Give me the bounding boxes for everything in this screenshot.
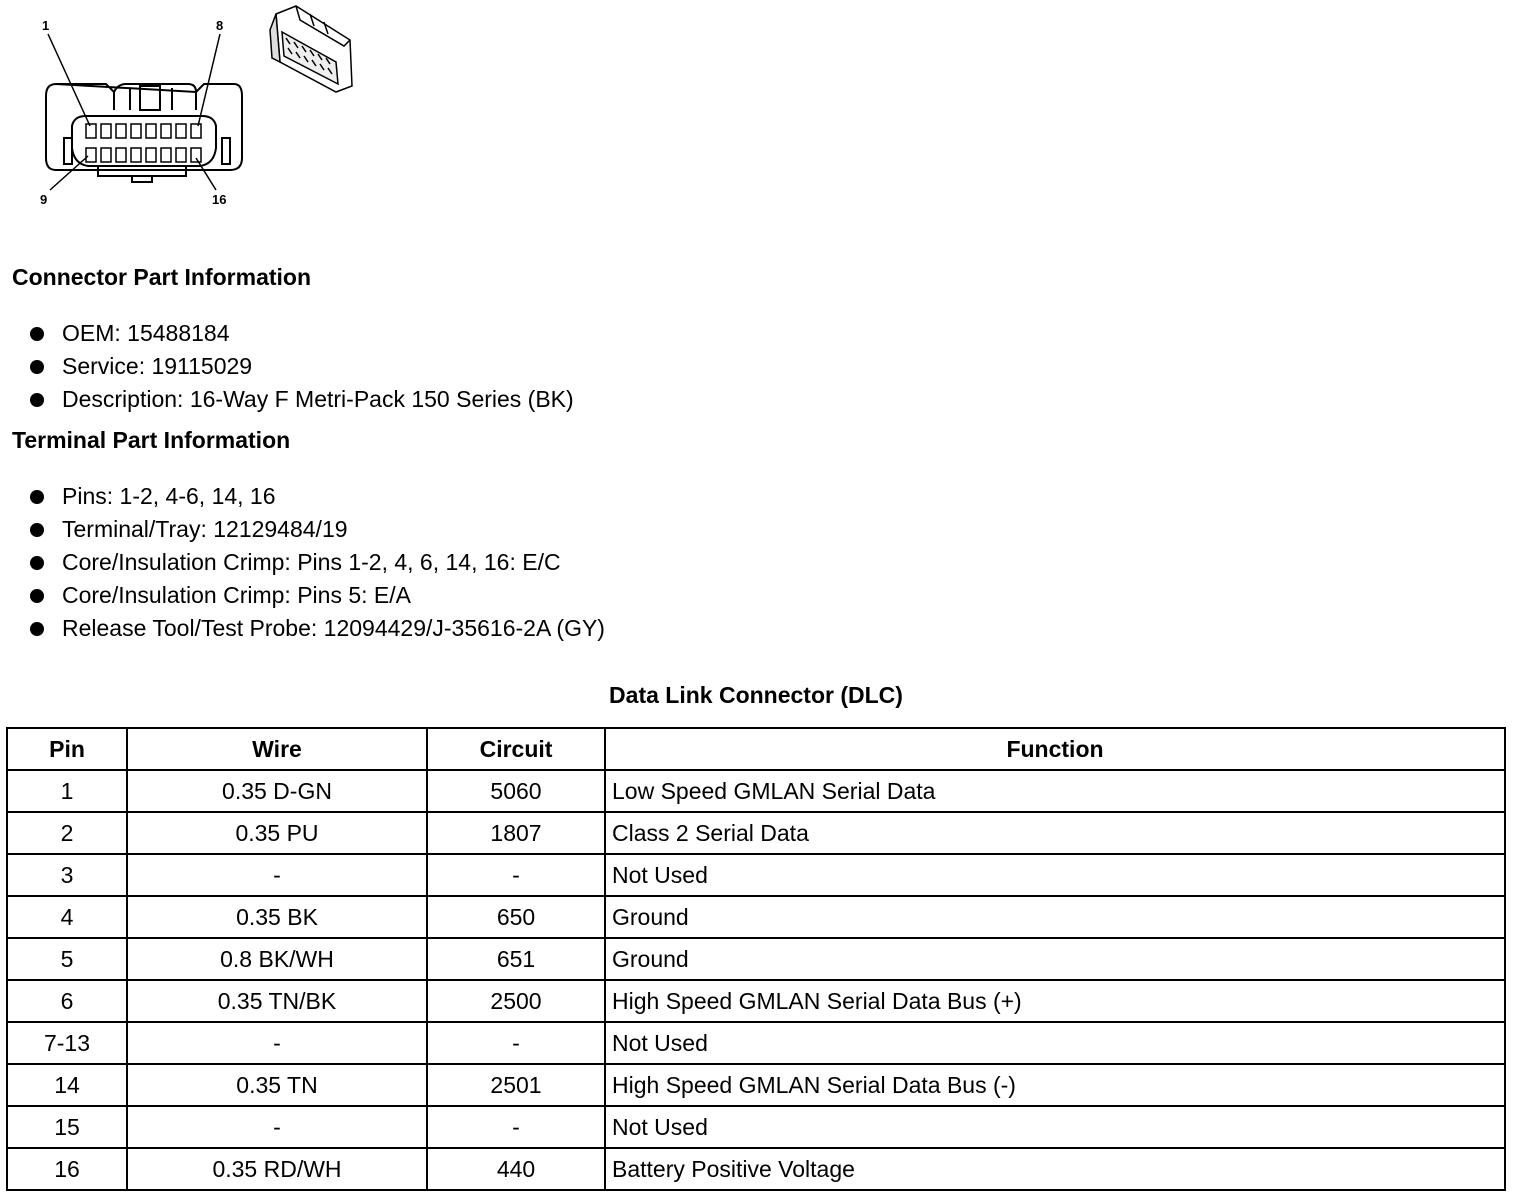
cell-wire: - [127,1106,427,1148]
header-function: Function [605,728,1505,770]
cell-wire: - [127,1022,427,1064]
cell-wire: 0.35 D-GN [127,770,427,812]
pin-label-16: 16 [212,192,227,207]
cell-circuit: 651 [427,938,605,980]
cell-function: Not Used [605,854,1505,896]
cell-wire: 0.35 TN [127,1064,427,1106]
cell-function: Ground [605,938,1505,980]
cell-circuit: - [427,854,605,896]
cell-circuit: 1807 [427,812,605,854]
cell-wire: 0.35 TN/BK [127,980,427,1022]
cell-pin: 16 [7,1148,127,1190]
list-item: Terminal/Tray: 12129484/19 [28,513,605,546]
cell-wire: 0.35 RD/WH [127,1148,427,1190]
table-row [7,770,1505,812]
terminal-part-list [28,480,605,645]
header-pin: Pin [7,728,127,770]
cell-circuit: 440 [427,1148,605,1190]
cell-pin: 5 [7,938,127,980]
cell-pin: 4 [7,896,127,938]
table-row [7,1064,1505,1106]
connector-3d-view-icon [270,6,352,92]
table-row [7,1148,1505,1190]
pin-label-9: 9 [40,192,48,207]
cell-wire: 0.8 BK/WH [127,938,427,980]
table-caption: Data Link Connector (DLC) [609,682,903,708]
cell-circuit: 650 [427,896,605,938]
cell-circuit: 5060 [427,770,605,812]
connector-diagram [0,0,380,230]
table-row [7,854,1505,896]
list-item: Service: 19115029 [28,350,574,383]
table-row [7,1106,1505,1148]
list-item: Core/Insulation Crimp: Pins 5: E/A [28,579,605,612]
cell-circuit: - [427,1022,605,1064]
dlc-table [6,727,1506,1191]
table-row [7,812,1505,854]
pin-label-1: 1 [42,18,50,33]
terminal-part-heading: Terminal Part Information [12,427,291,453]
cell-function: High Speed GMLAN Serial Data Bus (-) [605,1064,1505,1106]
cell-function: Class 2 Serial Data [605,812,1505,854]
cell-pin: 3 [7,854,127,896]
pin-label-8: 8 [216,18,224,33]
connector-pins [86,124,201,162]
header-wire: Wire [127,728,427,770]
cell-function: Not Used [605,1022,1505,1064]
cell-function: Battery Positive Voltage [605,1148,1505,1190]
list-item: Description: 16-Way F Metri-Pack 150 Series (BK) [28,383,574,416]
cell-function: Low Speed GMLAN Serial Data [605,770,1505,812]
cell-pin: 14 [7,1064,127,1106]
cell-wire: 0.35 BK [127,896,427,938]
cell-pin: 1 [7,770,127,812]
cell-pin: 7-13 [7,1022,127,1064]
list-item: Release Tool/Test Probe: 12094429/J-35616-2A (GY) [28,612,605,645]
cell-circuit: 2500 [427,980,605,1022]
connector-part-heading: Connector Part Information [12,264,312,290]
cell-function: High Speed GMLAN Serial Data Bus (+) [605,980,1505,1022]
list-item: OEM: 15488184 [28,317,574,350]
table-header-row [7,728,1505,770]
cell-wire: - [127,854,427,896]
cell-pin: 6 [7,980,127,1022]
table-row [7,980,1505,1022]
table-row [7,896,1505,938]
cell-pin: 2 [7,812,127,854]
cell-pin: 15 [7,1106,127,1148]
header-circuit: Circuit [427,728,605,770]
list-item: Core/Insulation Crimp: Pins 1-2, 4, 6, 14, 16: E/C [28,546,605,579]
cell-circuit: - [427,1106,605,1148]
cell-function: Not Used [605,1106,1505,1148]
connector-part-list [28,317,574,416]
cell-function: Ground [605,896,1505,938]
list-item: Pins: 1-2, 4-6, 14, 16 [28,480,605,513]
cell-wire: 0.35 PU [127,812,427,854]
table-row [7,938,1505,980]
cell-circuit: 2501 [427,1064,605,1106]
table-row [7,1022,1505,1064]
